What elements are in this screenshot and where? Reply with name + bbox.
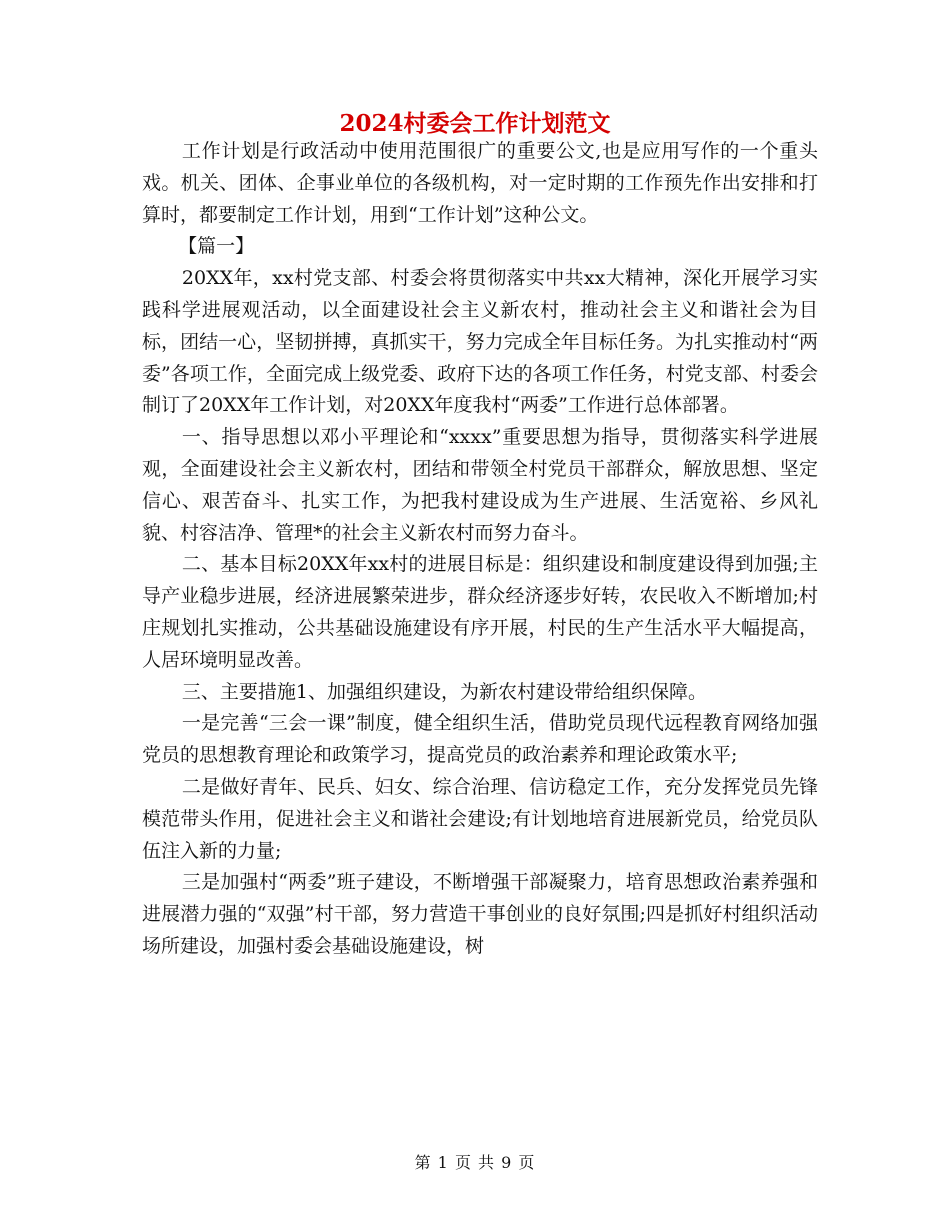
body-paragraph: 二是做好青年、民兵、妇女、综合治理、信访稳定工作，充分发挥党员先锋模范带头作用，促进社会主义和谐社会建设;有计划地培育进展新党员，给党员队伍注入新的力量; (142, 775, 818, 862)
body-paragraph: 20XX年，xx村党支部、村委会将贯彻落实中共xx大精神，深化开展学习实践科学进展观活动，以全面建设社会主义新农村，推动社会主义和谐社会为目标，团结一心，坚韧拼搏，真抓实干，努力完成全年目标任务。为扎实推动村“两委”各项工作，全面完成上级党委、政府下达的各项工作任务，村党支部、村委会制订了20XX年工作计划，对20XX年度我村“两委”工作进行总体部署。 (142, 267, 818, 417)
page-footer: 第 1 页 共 9 页 (414, 1153, 536, 1172)
section-heading: 【篇一】 (178, 235, 255, 258)
body-paragraph: 三、主要措施1、加强组织建设，为新农村建设带给组织保障。 (181, 680, 707, 703)
document-title: 2024村委会工作计划范文 (339, 110, 611, 137)
body-paragraph: 一是完善“三会一课”制度，健全组织生活，借助党员现代远程教育网络加强党员的思想教育理论和政策学习，提高党员的政治素养和理论政策水平; (142, 712, 818, 767)
document-body (142, 136, 818, 963)
body-paragraph: 一、指导思想以邓小平理论和“xxxx”重要思想为指导，贯彻落实科学进展观，全面建设社会主义新农村，团结和带领全村党员干部群众，解放思想、坚定信心、艰苦奋斗、扎实工作，为把我村建设成为生产进展、生活宽裕、乡风礼貌、村容洁净、管理*的社会主义新农村而努力奋斗。 (142, 426, 818, 544)
intro-paragraph: 工作计划是行政活动中使用范围很广的重要公文,也是应用写作的一个重头戏。机关、团体、企事业单位的各级机构，对一定时期的工作预先作出安排和打算时，都要制定工作计划，用到“工作计划”这种公文。 (142, 140, 818, 226)
body-paragraph: 二、基本目标20XX年xx村的进展目标是：组织建设和制度建设得到加强;主导产业稳步进展，经济进展繁荣进步，群众经济逐步好转，农民收入不断增加;村庄规划扎实推动，公共基础设施建设有序开展，村民的生产生活水平大幅提高，人居环境明显改善。 (142, 553, 818, 671)
body-paragraph: 三是加强村“两委”班子建设，不断增强干部凝聚力，培育思想政治素养强和进展潜力强的“双强”村干部，努力营造干事创业的良好氛围;四是抓好村组织活动场所建设，加强村委会基础设施建设，树 (142, 871, 818, 957)
